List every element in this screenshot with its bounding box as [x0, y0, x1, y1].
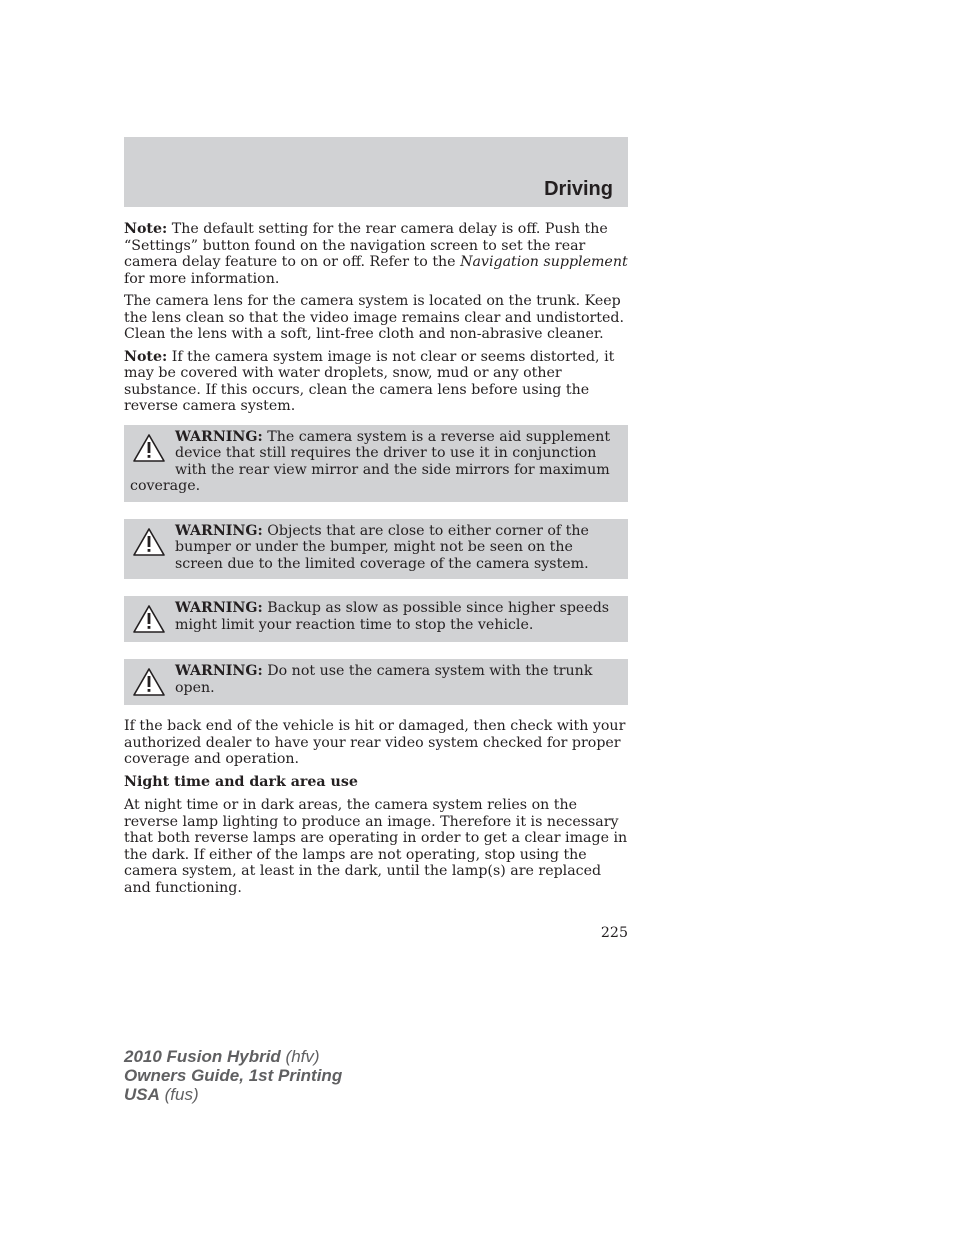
warning-label: WARNING:: [175, 522, 263, 539]
warning-label: WARNING:: [175, 600, 263, 616]
note-rear-camera-delay: [124, 221, 628, 287]
footer-model-code: (hfv): [280, 1047, 320, 1066]
warning-box-4: [124, 659, 628, 705]
page-number: 225: [600, 925, 628, 941]
warning-triangle-icon: [132, 433, 166, 463]
warning-text: The camera system is a reverse aid supplement device that still requires the driver to use it in conjunction with the rear view mirror and the side mirrors for maximum coverage.: [130, 428, 611, 494]
navigation-supplement-ref: Navigation supplement: [460, 254, 628, 270]
warning-box-3: [124, 596, 628, 642]
footer-market: USA: [124, 1085, 160, 1104]
camera-lens-paragraph: The camera lens for the camera system is located on the trunk. Keep the lens clean so that the video image remains clear and undistorted. Clean the lens with a soft, lint-free cloth and non-abrasive cleaner.: [124, 293, 624, 342]
warning-label: WARNING:: [175, 428, 263, 445]
warning-text: Objects that are close to either corner of the bumper or under the bumper, might not be seen on the screen due to the limited coverage of the camera system.: [175, 522, 589, 572]
warning-box-2: [124, 519, 628, 580]
damage-check-paragraph: If the back end of the vehicle is hit or damaged, then check with your authorized dealer to have your rear video system checked for proper coverage and operation.: [124, 718, 626, 767]
page-content: [124, 221, 628, 902]
warning-triangle-icon: [132, 527, 166, 557]
night-time-paragraph: At night time or in dark areas, the camera system relies on the reverse lamp lighting to produce an image. Therefore it is necessary that both reverse lamps are operating in order to get a clear image in the dark. If either of the lamps are not operating, stop using the camera system, at least in the dark, until the lamp(s) are replaced and functioning.: [124, 797, 628, 896]
footer-line-1: [124, 1047, 342, 1066]
footer-line-3: [124, 1085, 342, 1104]
warning-label: WARNING:: [175, 663, 263, 679]
document-footer: [124, 1047, 342, 1104]
note-text-a: The default setting for the rear camera delay is off. Push the “Settings” button found on the navigation screen to set the rear camera delay feature to on or off. Refer to the: [124, 221, 608, 270]
warning-triangle-icon: [132, 667, 166, 697]
warning-triangle-icon: [132, 604, 166, 634]
footer-model: 2010 Fusion Hybrid: [124, 1047, 281, 1066]
warning-text: Do not use the camera system with the trunk open.: [175, 663, 593, 696]
warning-text: Backup as slow as possible since higher speeds might limit your reaction time to stop the vehicle.: [175, 600, 610, 633]
footer-market-code: (fus): [159, 1085, 199, 1104]
note-label: Note:: [124, 221, 168, 237]
section-title: Driving: [544, 178, 613, 200]
section-header-band: [124, 137, 628, 207]
note-label: Note:: [124, 348, 168, 365]
note-text: If the camera system image is not clear or seems distorted, it may be covered with water droplets, snow, mud or any other substance. If this occurs, clean the camera lens before using the reverse camera system.: [124, 348, 615, 414]
note-text-b: for more information.: [124, 270, 280, 287]
warning-box-1: [124, 425, 628, 502]
footer-line-2: [124, 1066, 342, 1085]
note-image-distorted: [124, 349, 628, 415]
night-time-heading: Night time and dark area use: [124, 773, 358, 790]
footer-printing: Owners Guide, 1st Printing: [124, 1066, 343, 1085]
